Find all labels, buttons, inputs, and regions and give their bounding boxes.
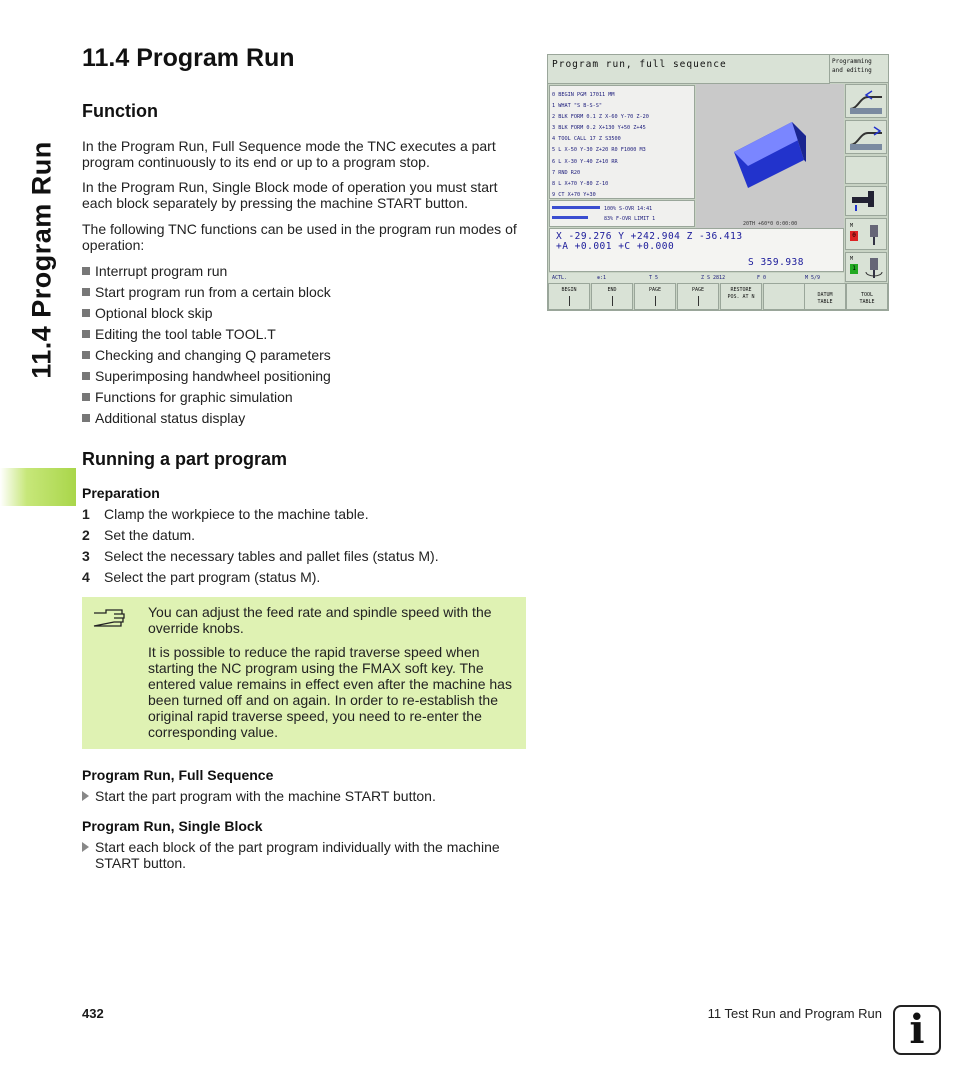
preparation-steps <box>82 506 439 590</box>
chapter-footer: 11 Test Run and Program Run <box>707 1006 882 1021</box>
preparation-heading: Preparation <box>82 485 160 501</box>
datum-table-softkey[interactable]: DATUM TABLE <box>804 283 846 310</box>
path-left-icon <box>846 85 886 117</box>
function-para-2: In the Program Run, Single Block mode of operation you must start each block separately by pressing the machine START button. <box>82 179 498 211</box>
list-item: Start program run from a certain block <box>82 284 331 305</box>
spindle-off-softkey[interactable]: M 0 <box>845 218 887 250</box>
position-display: X -29.276 Y +242.904 Z -36.413 +A +0.001 +C +0.000 S 359.938 <box>549 228 844 272</box>
list-item: Additional status display <box>82 410 331 431</box>
coolant-tap-icon <box>846 187 886 215</box>
step-item: 4 Select the part program (status M). <box>82 569 321 585</box>
path-reverse-softkey[interactable] <box>845 84 887 118</box>
coolant-softkey[interactable] <box>845 186 887 216</box>
single-block-item: Start each block of the part program individually with the machine START button. <box>82 839 527 871</box>
note-para-1: You can adjust the feed rate and spindle speed with the override knobs. <box>148 604 492 636</box>
spindle-icon <box>864 223 884 247</box>
running-heading: Running a part program <box>82 449 288 469</box>
page-up-softkey[interactable]: PAGE <box>634 283 676 310</box>
right-softkey-column <box>845 84 888 282</box>
pointing-hand-icon <box>92 607 126 629</box>
path-forward-softkey[interactable] <box>845 120 887 154</box>
step-item: 1 Clamp the workpiece to the machine table. <box>82 506 369 522</box>
function-heading: Function <box>82 101 158 121</box>
single-block-heading: Program Run, Single Block <box>82 818 263 834</box>
page-down-softkey[interactable]: PAGE <box>677 283 719 310</box>
list-item: Interrupt program run <box>82 263 331 284</box>
graphic-status: 20TH +60*0 0:00:00 <box>743 221 798 227</box>
list-item: Editing the tool table TOOL.T <box>82 326 331 347</box>
function-list <box>82 263 331 431</box>
status-line: ACTL. ⊕:1 T 5 Z S 2812 F 0 M 5/9 <box>549 273 844 283</box>
restore-pos-softkey[interactable]: RESTORE POS. AT N <box>720 283 762 310</box>
list-item: Checking and changing Q parameters <box>82 347 331 368</box>
empty-softkey[interactable] <box>763 283 805 310</box>
program-listing: 0 BEGIN PGM 17011 MM 1 WHAT "S B-S-S" 2 BLK FORM 0.1 Z X-60 Y-70 Z-20 3 BLK FORM 0.2 X+130 Y+50 Z+45 4 TOOL CALL 17 Z S3500 5 L X-50 Y-30 Z+20 R0 F1000 M3 6 L X-30 Y-40 Z+10 RR 7 RND R20 8 L X+70 Y-80 Z-10 9 CT X+70 Y+30 <box>549 85 695 199</box>
chapter-tab <box>0 468 76 506</box>
end-softkey[interactable]: END <box>591 283 633 310</box>
spindle-rotating-icon <box>864 256 884 280</box>
step-item: 3 Select the necessary tables and pallet files (status M). <box>82 548 439 564</box>
function-para-3: The following TNC functions can be used in the program run modes of operation: <box>82 221 517 253</box>
list-item: Optional block skip <box>82 305 331 326</box>
blank-softkey[interactable] <box>845 156 887 184</box>
path-right-icon <box>846 121 886 153</box>
screen-secondary-mode: Programming and editing <box>830 55 888 83</box>
override-display: 100% S-OVR 14:41 83% F-OVR LIMIT 1 <box>549 200 695 227</box>
step-item: 2 Set the datum. <box>82 527 196 543</box>
begin-softkey[interactable]: BEGIN <box>548 283 590 310</box>
info-icon: i <box>893 1005 941 1055</box>
tnc-screen-screenshot <box>547 54 889 311</box>
list-item: Superimposing handwheel positioning <box>82 368 331 389</box>
page-title: 11.4 Program Run <box>82 44 295 72</box>
graphic-window <box>696 84 844 228</box>
full-sequence-heading: Program Run, Full Sequence <box>82 767 274 783</box>
note-box <box>82 597 526 749</box>
side-chapter-title: 11.4 Program Run <box>26 141 57 379</box>
bottom-softkey-row <box>548 283 888 310</box>
page-number: 432 <box>82 1006 104 1021</box>
full-sequence-item: Start the part program with the machine START button. <box>82 788 527 804</box>
workpiece-cube <box>696 84 844 224</box>
function-para-1: In the Program Run, Full Sequence mode the TNC executes a part program continuously to its end or up to a program stop. <box>82 138 496 170</box>
note-para-2: It is possible to reduce the rapid traverse speed when starting the NC program using the FMAX soft key. The entered value remains in effect even after the machine has been turned off and on again. In order to re-establish the original rapid traverse speed, you need to re-enter the corresponding value. <box>148 644 512 740</box>
spindle-on-softkey[interactable]: M 1 <box>845 252 887 282</box>
list-item: Functions for graphic simulation <box>82 389 331 410</box>
screen-mode-bar: Program run, full sequence <box>548 55 830 84</box>
tool-table-softkey[interactable]: TOOL TABLE <box>846 283 888 310</box>
